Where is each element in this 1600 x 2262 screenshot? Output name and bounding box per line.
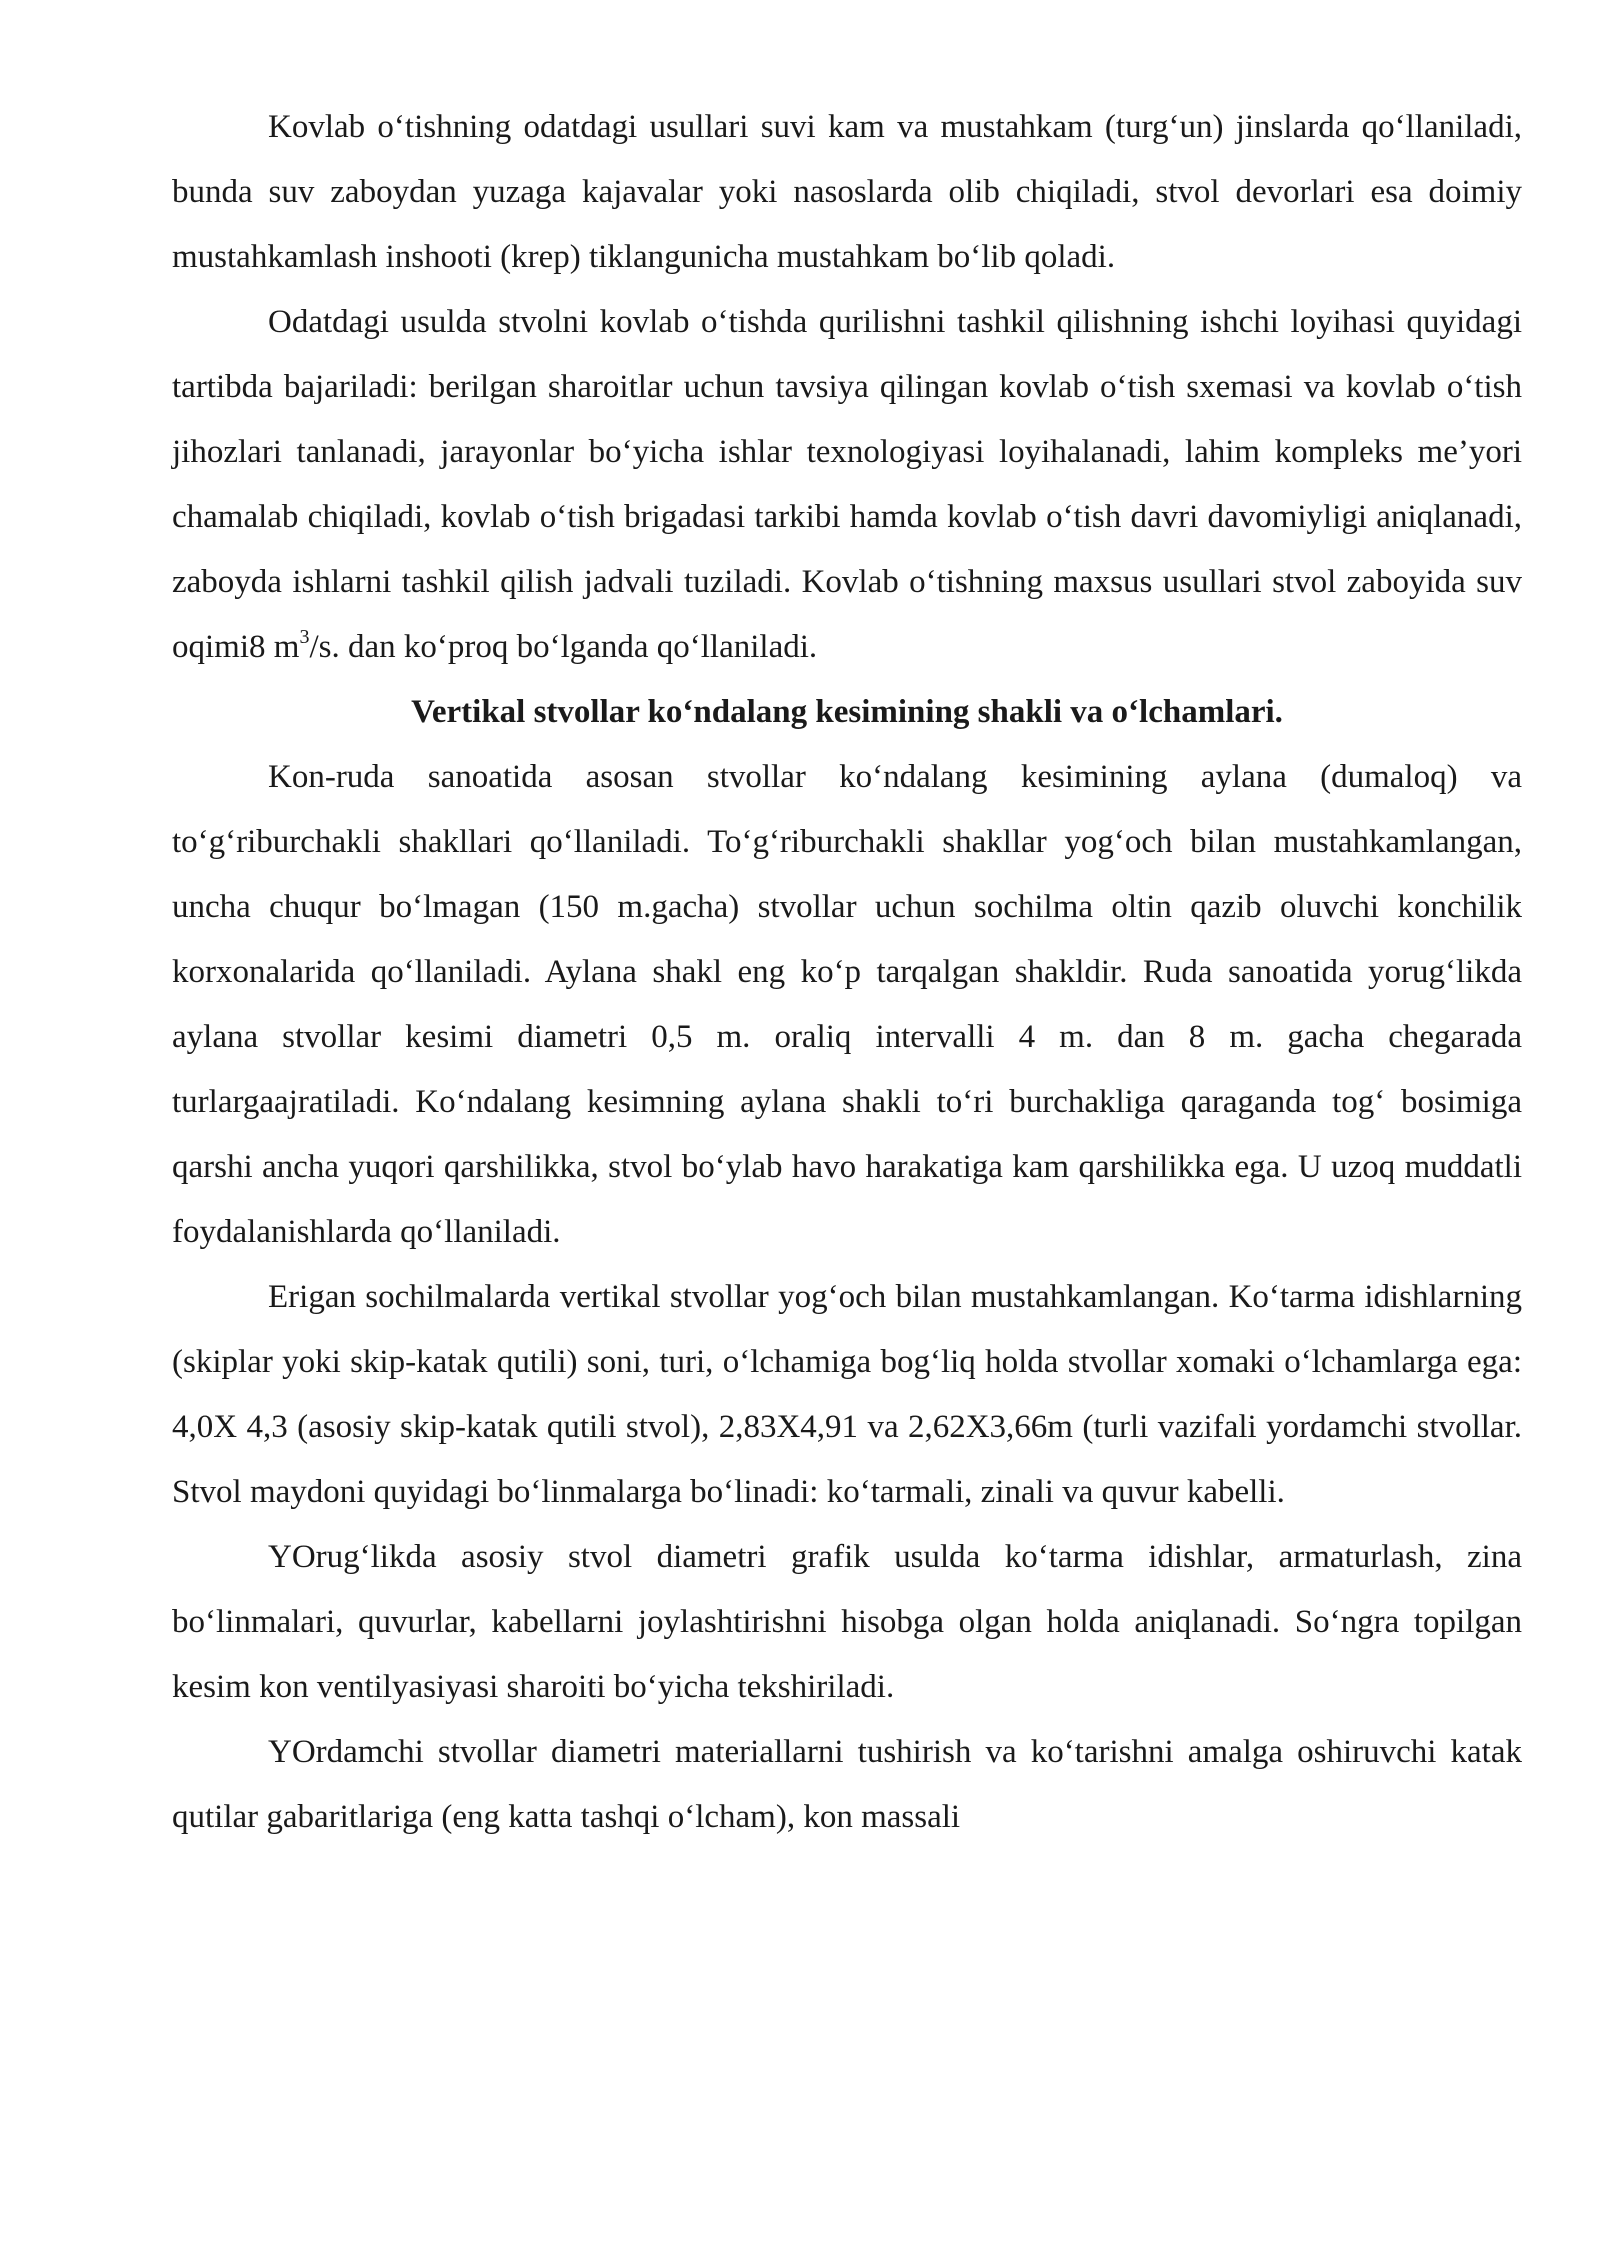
paragraph-4: Erigan sochilmalarda vertikal stvollar yog‘och bilan mustahkamlangan. Ko‘tarma idishlarning (skiplar yoki skip-katak qutili) soni, turi, o‘lchamiga bog‘liq holda stvollar xomaki o‘lchamlarga ega: 4,0X 4,3 (asosiy skip-katak qutili stvol), 2,83X4,91 va 2,62X3,66m (turli vazifali yordamchi stvollar. Stvol maydoni quyidagi bo‘linmalarga bo‘linadi: ko‘tarmali, zinali va quvur kabelli. [172, 1279, 1522, 1510]
paragraph-2-text: Odatdagi usulda stvolni kovlab o‘tishda qurilishni tashkil qilishning ishchi loyihasi quyidagi tartibda bajariladi: berilgan sharoitlar uchun tavsiya qilingan kovlab o‘tish sxemasi va kovlab o‘tish jihozlari tanlanadi, jarayonlar bo‘yicha ishlar texnologiyasi loyihalanadi, lahim kompleks me’yori chamalab chiqiladi, kovlab o‘tish brigadasi tarkibi hamda kovlab o‘tish davri davomiyligi aniqlanadi, zaboyda ishlarni tashkil qilish jadvali tuziladi. Kovlab o‘tishning maxsus usullari stvol zaboyida suv oqimi8 m [172, 304, 1522, 665]
document-page [172, 95, 1522, 1850]
paragraph-5: YOrug‘likda asosiy stvol diametri grafik usulda ko‘tarma idishlar, armaturlash, zina bo‘linmalari, quvurlar, kabellarni joylashtirishni hisobga olgan holda aniqlanadi. So‘ngra topilgan kesim kon ventilyasiyasi sharoiti bo‘yicha tekshiriladi. [172, 1539, 1522, 1705]
paragraph-1: Kovlab o‘tishning odatdagi usullari suvi kam va mustahkam (turg‘un) jinslarda qo‘llaniladi, bunda suv zaboydan yuzaga kajavalar yoki nasoslarda olib chiqiladi, stvol devorlari esa doimiy mustahkamlash inshooti (krep) tiklangunicha mustahkam bo‘lib qoladi. [172, 109, 1522, 275]
paragraph-2-text-end: /s. dan ko‘proq bo‘lganda qo‘llaniladi. [309, 629, 818, 665]
paragraph-2 [172, 290, 1522, 680]
section-heading: Vertikal stvollar ko‘ndalang kesimining shakli va o‘lchamlari. [411, 694, 1283, 730]
superscript-exponent: 3 [299, 626, 310, 648]
paragraph-6: YOrdamchi stvollar diametri materiallarni tushirish va ko‘tarishni amalga oshiruvchi katak qutilar gabaritlariga (eng katta tashqi o‘lcham), kon massali [172, 1734, 1522, 1835]
paragraph-3: Kon-ruda sanoatida asosan stvollar ko‘ndalang kesimining aylana (dumaloq) va to‘g‘riburchakli shakllari qo‘llaniladi. To‘g‘riburchakli shakllar yog‘och bilan mustahkamlangan, uncha chuqur bo‘lmagan (150 m.gacha) stvollar uchun sochilma oltin qazib oluvchi konchilik korxonalarida qo‘llaniladi. Aylana shakl eng ko‘p tarqalgan shakldir. Ruda sanoatida yorug‘likda aylana stvollar kesimi diametri 0,5 m. oraliq intervalli 4 m. dan 8 m. gacha chegarada turlargaajratiladi. Ko‘ndalang kesimning aylana shakli to‘ri burchakliga qaraganda tog‘ bosimiga qarshi ancha yuqori qarshilikka, stvol bo‘ylab havo harakatiga kam qarshilikka ega. U uzoq muddatli foydalanishlarda qo‘llaniladi. [172, 759, 1522, 1250]
